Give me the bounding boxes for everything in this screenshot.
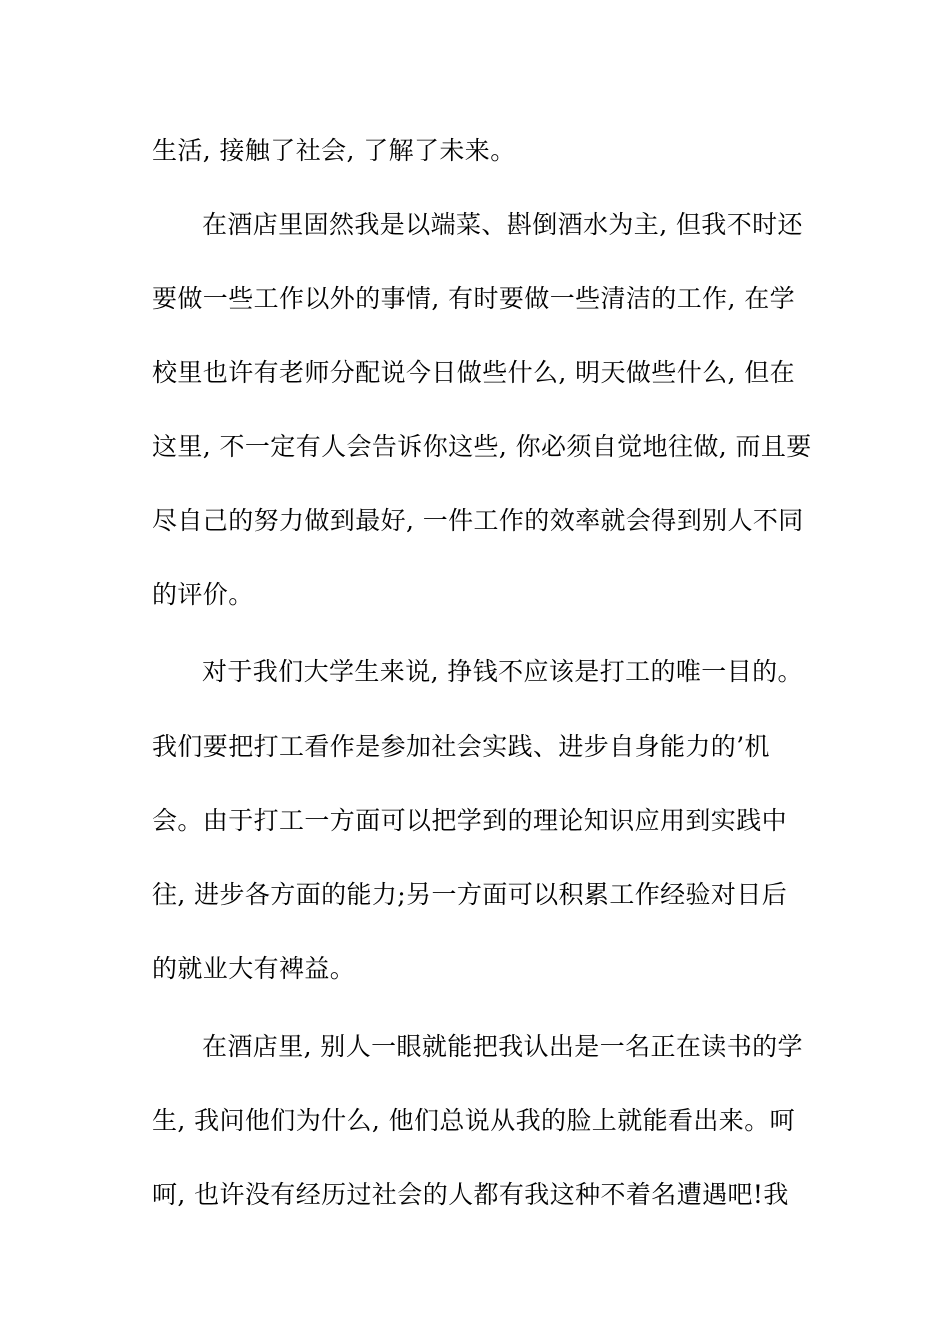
text-line-4: 校里也许有老师分配说今日做些什么, 明天做些什么, 但在: [152, 358, 795, 387]
text-line-1: 生活, 接触了社会, 了解了未来。: [152, 136, 516, 165]
text-line-12: 的就业大有裨益。: [152, 954, 356, 983]
text-line-8: 对于我们大学生来说, 挣钱不应该是打工的唯一目的。: [202, 657, 803, 686]
text-line-14: 生, 我问他们为什么, 他们总说从我的脸上就能看出来。呵: [152, 1106, 795, 1135]
text-line-2: 在酒店里固然我是以端菜、斟倒酒水为主, 但我不时还: [202, 210, 803, 239]
text-line-5: 这里, 不一定有人会告诉你这些, 你必须自觉地往做, 而且要: [152, 432, 812, 461]
text-line-13: 在酒店里, 别人一眼就能把我认出是一名正在读书的学: [202, 1032, 803, 1061]
text-line-11: 往, 进步各方面的能力;另一方面可以积累工作经验对日后: [152, 880, 788, 909]
text-line-3: 要做一些工作以外的事情, 有时要做一些清洁的工作, 在学: [152, 284, 795, 313]
text-line-9: 我们要把打工看作是参加社会实践、进步自身能力的’机: [152, 732, 770, 761]
text-line-15: 呵, 也许没有经历过社会的人都有我这种不着名遭遇吧!我: [152, 1180, 789, 1209]
text-line-7: 的评价。: [152, 580, 254, 609]
text-line-6: 尽自己的努力做到最好, 一件工作的效率就会得到别人不同: [152, 506, 804, 535]
text-line-10: 会。由于打工一方面可以把学到的理论知识应用到实践中: [152, 806, 788, 835]
